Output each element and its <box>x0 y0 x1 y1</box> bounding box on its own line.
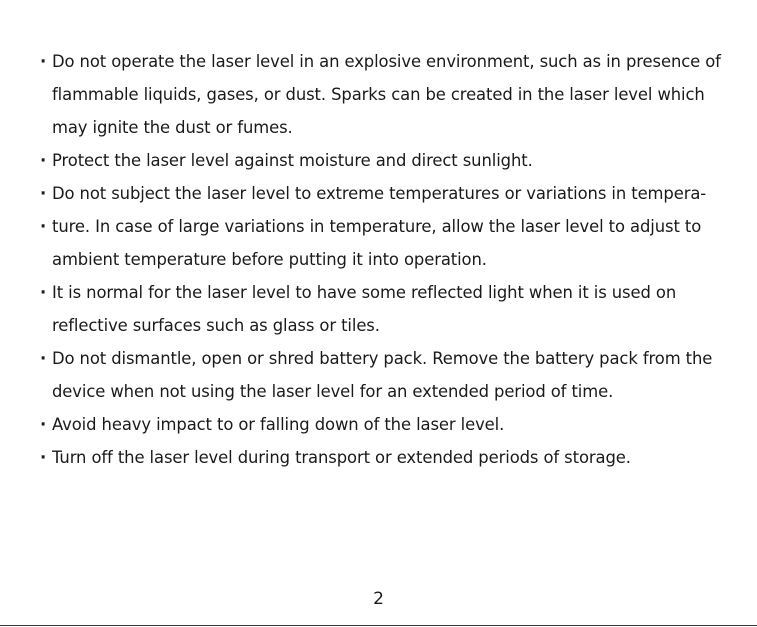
list-item <box>40 309 730 342</box>
bullet-dot: · <box>40 151 47 170</box>
list-item <box>40 45 730 78</box>
list-item <box>40 441 730 474</box>
bullet-dot: · <box>40 349 47 368</box>
bullet-dot: · <box>40 448 47 467</box>
page-bottom-rule <box>0 625 757 626</box>
list-item-text: reflective surfaces such as glass or tiles. <box>52 316 380 335</box>
bullet-dot: · <box>40 283 47 302</box>
list-item <box>40 78 730 111</box>
list-item-text: ture. In case of large variations in temperature, allow the laser level to adjust to <box>52 217 702 236</box>
bullet-dot: · <box>40 415 47 434</box>
list-item <box>40 144 730 177</box>
list-item-text: may ignite the dust or fumes. <box>52 118 293 137</box>
list-item-text: It is normal for the laser level to have some reflected light when it is used on <box>52 283 677 302</box>
list-item <box>40 210 730 243</box>
list-item <box>40 375 730 408</box>
list-item <box>40 243 730 276</box>
list-item-text: flammable liquids, gases, or dust. Sparks can be created in the laser level which <box>52 85 705 104</box>
page-number: 2 <box>373 589 384 609</box>
safety-instructions-list <box>40 45 730 474</box>
list-item <box>40 177 730 210</box>
list-item <box>40 111 730 144</box>
list-item-text: Do not subject the laser level to extreme temperatures or variations in tempera- <box>52 184 707 203</box>
list-item-text: device when not using the laser level for an extended period of time. <box>52 382 614 401</box>
list-item-text: Turn off the laser level during transport or extended periods of storage. <box>52 448 631 467</box>
bullet-dot: · <box>40 184 47 203</box>
list-item-text: Avoid heavy impact to or falling down of the laser level. <box>52 415 505 434</box>
list-item <box>40 276 730 309</box>
list-item-text: Protect the laser level against moisture and direct sunlight. <box>52 151 533 170</box>
list-item-text: ambient temperature before putting it into operation. <box>52 250 487 269</box>
list-item <box>40 408 730 441</box>
list-item-text: Do not dismantle, open or shred battery pack. Remove the battery pack from the <box>52 349 713 368</box>
list-item-text: Do not operate the laser level in an explosive environment, such as in presence of <box>52 52 721 71</box>
bullet-dot: · <box>40 217 47 236</box>
bullet-dot: · <box>40 52 47 71</box>
list-item <box>40 342 730 375</box>
